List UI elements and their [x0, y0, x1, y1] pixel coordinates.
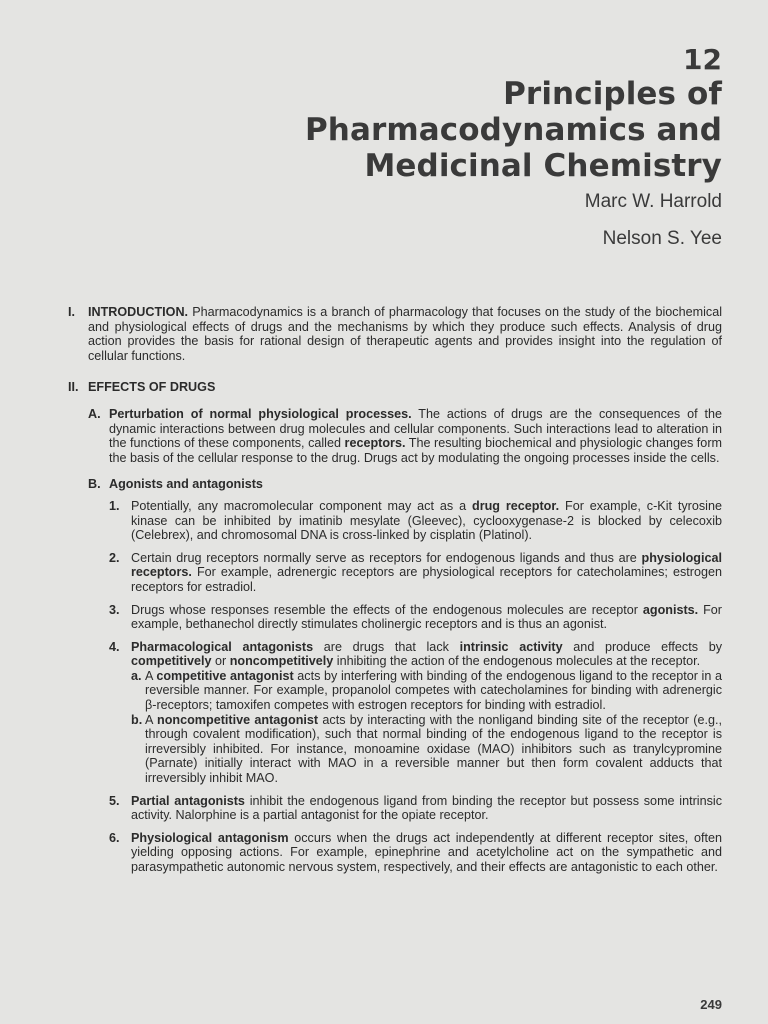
item-number: 3. [109, 602, 120, 617]
paragraph-text: are drugs that lack [313, 639, 460, 654]
paragraph-text: acts by interacting with the nonligand binding site of the receptor (e.g., through covalent modification), such that normal binding of the endogenous ligand to the receptor is irreversibly inhibited. For instance, monoamine oxidase (MAO) inhibitors such as tranylcypromine (Parnate) initially interact with MAO in a reversible manner but then form covalent adducts that irreversibly inhibit MAO. [145, 712, 722, 786]
bold-term: receptors. [344, 436, 406, 451]
bold-term: Pharmacological antagonists [131, 639, 314, 654]
list-item-1 [64, 499, 722, 543]
bold-term: Partial antagonists [131, 793, 245, 808]
section-heading: EFFECTS OF DRUGS [88, 380, 216, 395]
item-number: 5. [109, 793, 120, 808]
section-text: Pharmacodynamics is a branch of pharmacology that focuses on the study of the biochemical and physiological effects of drugs and the mechanisms by which they produce such effects. Analysis of drug action provides the basis for rational design of therapeutic agents and provides insight into the regulation of cellular functions. [88, 305, 722, 363]
page-number: 249 [700, 997, 722, 1012]
author-2: Nelson S. Yee [602, 228, 722, 249]
subsection-letter: A. [88, 406, 101, 421]
list-item-3 [64, 603, 722, 632]
item-number: 4. [109, 639, 120, 654]
subsection-heading: Agonists and antagonists [109, 477, 263, 492]
author-1: Marc W. Harrold [584, 191, 722, 212]
bold-term: intrinsic activity [459, 639, 563, 654]
paragraph-text: occurs when the drugs act independently at different receptor sites, often yielding opposing actions. For example, epinephrine and acetylcholine act on the sympathetic and parasympathetic autonomic nervous system, respectively, and their effects are antagonistic to each other. [131, 830, 723, 874]
list-subitem-a [64, 669, 722, 713]
bold-term: competitively [131, 654, 212, 669]
chapter-title-line-3: Medicinal Chemistry [364, 148, 722, 184]
paragraph-text: Drugs whose responses resemble the effects of the endogenous molecules are receptor [131, 602, 643, 617]
subitem-letter: b. [131, 712, 143, 727]
bold-term: noncompetitively [229, 654, 334, 669]
list-item-5 [64, 794, 722, 823]
subsection-letter: B. [88, 477, 101, 492]
item-number: 1. [109, 498, 120, 513]
paragraph-text: The resulting biochemical and physiologic changes form the basis of the cellular response to the drug. Drugs act by modulating the ongoing processes inside the cells. [109, 436, 722, 465]
paragraph-text: A [145, 712, 158, 727]
chapter-title-line-2: Pharmacodynamics and [304, 112, 722, 148]
bold-term: competitive antagonist [156, 668, 294, 683]
item-number: 2. [109, 550, 120, 565]
paragraph-text: Certain drug receptors normally serve as receptors for endogenous ligands and thus are [131, 550, 642, 565]
paragraph-text: acts by interfering with binding of the endogenous ligand to the receptor in a reversible manner. For example, propanolol competes with catecholamines for binding with adrenergic β-receptors; tamoxifen competes with estrogen receptors for binding with estradiol. [145, 668, 722, 713]
section-effects-of-drugs [64, 380, 722, 395]
bold-term: agonists. [642, 602, 699, 617]
list-subitem-b [64, 713, 722, 786]
list-item-2 [64, 551, 722, 595]
paragraph-text: The actions of drugs are the consequences of the dynamic interactions between drug molecules and cellular components. Such interactions lead to alteration in the functions of these components, called [109, 406, 722, 451]
paragraph-text: inhibiting the action of the endogenous molecules at the receptor. [333, 654, 701, 669]
list-item-6 [64, 831, 722, 875]
subsection-heading: Perturbation of normal physiological processes. [109, 406, 412, 421]
paragraph-text: For example, adrenergic receptors are physiological receptors for catecholamines; estrogen receptors for estradiol. [131, 565, 722, 594]
subsection-b [64, 477, 722, 492]
subsection-a [64, 407, 722, 465]
bold-term: noncompetitive antagonist [157, 712, 319, 727]
paragraph-text: or [211, 654, 230, 669]
section-number: I. [68, 305, 75, 319]
paragraph-text: and produce effects by [562, 639, 722, 654]
paragraph-text: Potentially, any macromolecular component may act as a [131, 498, 472, 513]
list-item-4 [64, 640, 722, 669]
bold-term: drug receptor. [472, 498, 560, 513]
chapter-number: 12 [683, 43, 722, 76]
chapter-heading [202, 44, 722, 184]
item-number: 6. [109, 830, 120, 845]
paragraph-text: A [145, 668, 157, 683]
section-heading: INTRODUCTION. [88, 305, 189, 319]
chapter-title-line-1: Principles of [503, 76, 722, 112]
paragraph-text: For example, c-Kit tyrosine kinase can be inhibited by imatinib mesylate (Gleevec), cyclooxygenase-2 is blocked by celecoxib (Celebrex), and chromosomal DNA is cross-linked by cisplatin (Platinol). [131, 498, 722, 543]
bold-term: Physiological antagonism [131, 830, 289, 845]
paragraph-text: For example, bethanechol directly stimulates cholinergic receptors and is thus an agonist. [131, 602, 722, 632]
subitem-letter: a. [131, 668, 142, 683]
chapter-body [64, 305, 722, 883]
section-introduction [64, 305, 722, 363]
bold-term: physiological receptors. [131, 550, 722, 580]
section-number: II. [68, 380, 79, 395]
paragraph-text: inhibit the endogenous ligand from binding the receptor but possess some intrinsic activity. Nalorphine is a partial antagonist for the opiate receptor. [131, 793, 722, 823]
